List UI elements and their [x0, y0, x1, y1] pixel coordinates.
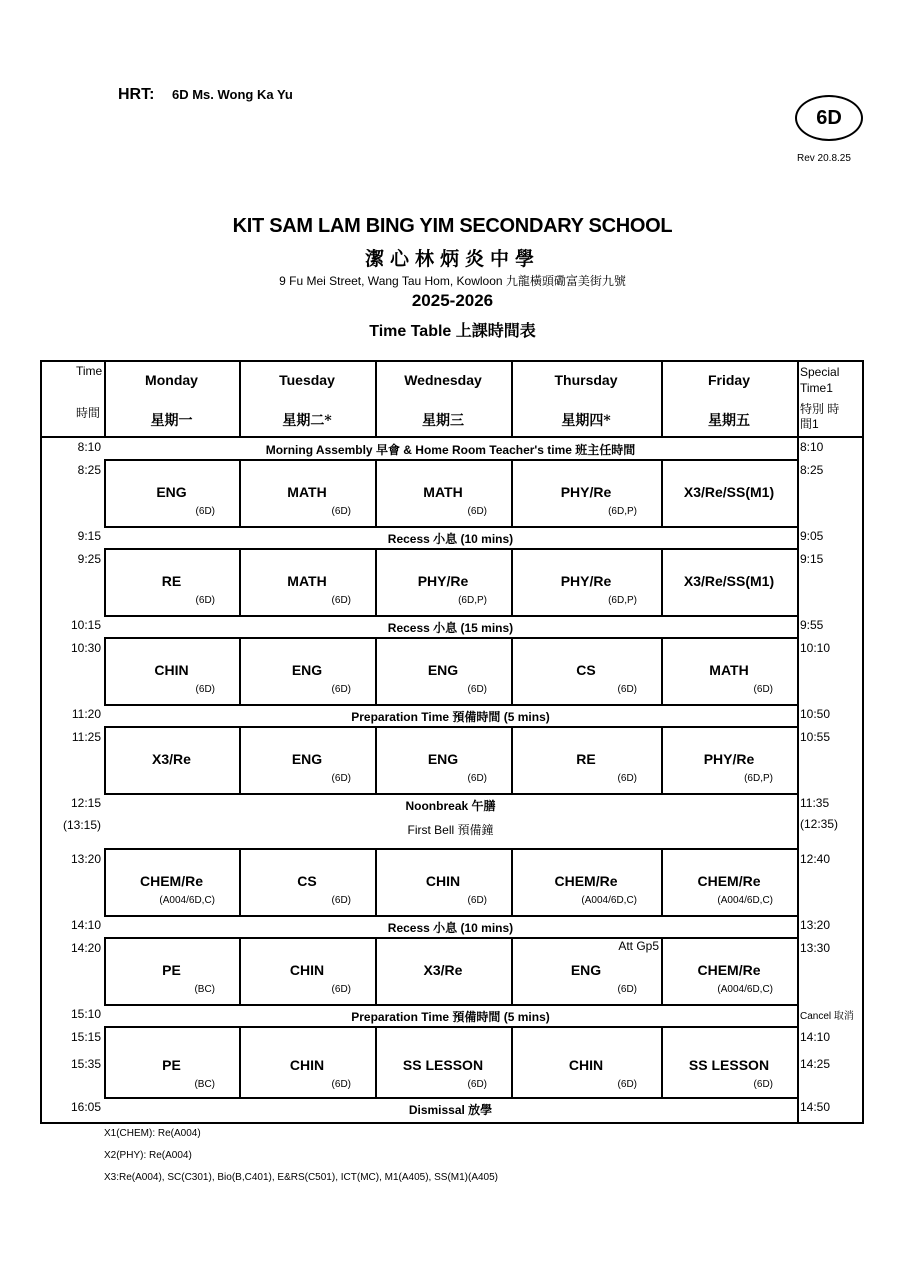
- room-label: (6D,P): [744, 773, 773, 784]
- room-label: (A004/6D,C): [717, 895, 773, 906]
- band-time: 15:10: [70, 1007, 101, 1021]
- grid-line: [104, 938, 106, 1005]
- special-header-en: Special Time1: [800, 365, 840, 395]
- band-label: Preparation Time 預備時間 (5 mins): [351, 1010, 550, 1024]
- room-label: (A004/6D,C): [717, 984, 773, 995]
- time-header-en: Time: [76, 364, 103, 378]
- grid-line: [104, 704, 797, 706]
- grid-line: [104, 615, 797, 617]
- school-name-zh: 潔心林炳炎中學: [364, 248, 540, 270]
- period-special-time: 9:15: [800, 552, 824, 566]
- subject-cell: CHEM/Re: [139, 873, 203, 889]
- grid-line: [104, 1027, 106, 1098]
- band-label: Recess 小息 (10 mins): [387, 532, 514, 546]
- subject-cell: PHY/Re: [560, 573, 612, 589]
- period-time: 15:15: [70, 1030, 101, 1044]
- grid-line: [239, 849, 241, 916]
- grid-line: [511, 1027, 513, 1098]
- grid-line: [511, 849, 513, 916]
- room-label: (6D): [753, 684, 773, 695]
- period-time: 9:25: [77, 552, 101, 566]
- grid-line: [511, 549, 513, 616]
- room-label: (6D): [617, 684, 637, 695]
- band-label: Dismissal 放學: [408, 1103, 493, 1117]
- subject-cell: PHY/Re: [703, 751, 755, 767]
- band-special-time: 13:20: [800, 918, 831, 932]
- band-time: 8:10: [77, 440, 101, 454]
- room-label: (6D): [331, 684, 351, 695]
- band-time: (13:15): [62, 818, 101, 832]
- period-special-time: 8:25: [800, 463, 824, 477]
- period-time: 8:25: [77, 463, 101, 477]
- footnote: X1(CHEM): Re(A004): [104, 1128, 201, 1139]
- band-label: Preparation Time 預備時間 (5 mins): [351, 710, 550, 724]
- room-label: (6D): [331, 984, 351, 995]
- time-header-zh: 時間: [76, 406, 101, 420]
- grid-line: [239, 1027, 241, 1098]
- room-label: (6D): [331, 773, 351, 784]
- subject-cell: ENG: [156, 484, 187, 500]
- room-label: (6D): [467, 506, 487, 517]
- band-label: Recess 小息 (15 mins): [387, 621, 514, 635]
- grid-line: [375, 362, 377, 438]
- band-time: 10:15: [70, 618, 101, 632]
- subject-cell: CHIN: [568, 1057, 604, 1073]
- day-header-zh: 星期四*: [561, 413, 611, 429]
- subject-cell: PE: [162, 962, 181, 978]
- grid-line: [239, 362, 241, 438]
- grid-line: [104, 915, 797, 917]
- grid-line: [239, 549, 241, 616]
- grid-line: [104, 937, 797, 939]
- footnote: X2(PHY): Re(A004): [104, 1150, 192, 1161]
- grid-line: [511, 938, 513, 1005]
- grid-line: [104, 548, 797, 550]
- grid-line: [104, 459, 797, 461]
- school-address: 9 Fu Mei Street, Wang Tau Hom, Kowloon 九龍橫頭磡富美街九號: [279, 274, 626, 288]
- subject-cell: ENG: [291, 662, 323, 678]
- room-label: (6D): [331, 595, 351, 606]
- subject-cell: PE: [162, 1057, 181, 1073]
- band-label: Recess 小息 (10 mins): [387, 921, 514, 935]
- grid-line: [104, 1097, 797, 1099]
- grid-line: [661, 460, 663, 527]
- period-time: 10:30: [70, 641, 101, 655]
- grid-line: [375, 638, 377, 705]
- subject-cell: X3/Re: [152, 751, 191, 767]
- grid-line: [104, 638, 106, 705]
- grid-line: [104, 362, 106, 438]
- grid-line: [104, 1026, 797, 1028]
- band-special-time: 9:05: [800, 529, 824, 543]
- grid-line: [661, 549, 663, 616]
- room-label: (BC): [194, 984, 215, 995]
- band-special-time: 10:50: [800, 707, 831, 721]
- grid-line: [42, 436, 862, 438]
- period-time: 14:20: [70, 941, 101, 955]
- period-special-time: 12:40: [800, 852, 831, 866]
- grid-line: [104, 727, 106, 794]
- band-time: 9:15: [77, 529, 101, 543]
- room-label: (6D): [617, 773, 637, 784]
- grid-line: [375, 938, 377, 1005]
- room-label: (6D,P): [458, 595, 487, 606]
- grid-line: [661, 1027, 663, 1098]
- subject-cell: MATH: [287, 484, 327, 500]
- subject-cell: CHEM/Re: [697, 873, 761, 889]
- day-header-monday: Monday: [145, 372, 198, 388]
- timetable: [40, 360, 864, 1124]
- period-special-time: 10:10: [800, 641, 831, 655]
- day-header-thursday: Thursday: [554, 372, 618, 388]
- grid-line: [239, 938, 241, 1005]
- subject-cell: RE: [576, 751, 596, 767]
- period-special-time: 10:55: [800, 730, 831, 744]
- room-label: (6D): [467, 1079, 487, 1090]
- hrt-label: HRT:: [118, 86, 155, 103]
- room-label: (6D): [331, 895, 351, 906]
- room-label: (6D): [467, 895, 487, 906]
- subject-cell: PHY/Re: [560, 484, 612, 500]
- subject-cell: CS: [576, 662, 596, 678]
- grid-line: [375, 1027, 377, 1098]
- subject-cell: PHY/Re: [417, 573, 469, 589]
- grid-line: [104, 1004, 797, 1006]
- hrt-value: 6D Ms. Wong Ka Yu: [172, 87, 293, 102]
- room-label: (A004/6D,C): [581, 895, 637, 906]
- grid-line: [661, 849, 663, 916]
- timetable-title: Time Table 上課時間表: [369, 323, 536, 340]
- subject-cell: CHIN: [425, 873, 461, 889]
- period-time: 15:35: [70, 1057, 101, 1071]
- school-year: 2025-2026: [411, 291, 494, 310]
- room-label: (6D): [331, 1079, 351, 1090]
- room-label: (6D): [467, 773, 487, 784]
- grid-line: [104, 526, 797, 528]
- grid-line: [104, 637, 797, 639]
- room-label: (6D): [617, 1079, 637, 1090]
- band-time: 14:10: [70, 918, 101, 932]
- subject-cell: CHIN: [289, 962, 325, 978]
- subject-cell: X3/Re/SS(M1): [683, 573, 775, 589]
- subject-cell: ENG: [291, 751, 323, 767]
- grid-line: [661, 362, 663, 438]
- day-header-zh: 星期二*: [282, 413, 332, 429]
- grid-line: [511, 638, 513, 705]
- grid-line: [511, 362, 513, 438]
- band-special-time: (12:35): [800, 817, 839, 831]
- room-label: (6D): [331, 506, 351, 517]
- grid-line: [104, 849, 106, 916]
- room-label: (6D,P): [608, 506, 637, 517]
- band-label: First Bell 預備鐘: [407, 823, 494, 837]
- day-header-friday: Friday: [707, 372, 750, 388]
- band-time: 11:20: [71, 707, 101, 721]
- subject-cell: SS LESSON: [688, 1057, 770, 1073]
- grid-line: [375, 460, 377, 527]
- subject-cell: ENG: [570, 962, 602, 978]
- day-header-zh: 星期五: [708, 413, 750, 429]
- day-header-zh: 星期一: [150, 413, 193, 429]
- grid-line: [375, 727, 377, 794]
- subject-cell: ENG: [427, 751, 459, 767]
- subject-cell: RE: [161, 573, 182, 589]
- school-name-en: KIT SAM LAM BING YIM SECONDARY SCHOOL: [232, 215, 673, 237]
- day-header-wednesday: Wednesday: [404, 372, 482, 388]
- room-label: (6D): [195, 506, 215, 517]
- band-special-time: 8:10: [800, 440, 824, 454]
- band-time: 12:15: [70, 796, 101, 810]
- room-label: (6D): [195, 595, 215, 606]
- subject-cell: SS LESSON: [402, 1057, 484, 1073]
- band-label: Morning Assembly 早會 & Home Room Teacher's time 班主任時間: [265, 443, 636, 457]
- grid-line: [797, 362, 799, 1122]
- band-label: Noonbreak 午膳: [405, 799, 496, 813]
- band-special-time: Cancel 取消: [800, 1011, 854, 1022]
- subject-cell: MATH: [423, 484, 463, 500]
- grid-line: [104, 848, 797, 850]
- period-special-time: 13:30: [800, 941, 831, 955]
- subject-cell: CHIN: [154, 662, 189, 678]
- period-time: 11:25: [71, 730, 101, 744]
- subject-cell: CS: [297, 873, 317, 889]
- grid-line: [661, 638, 663, 705]
- grid-line: [375, 549, 377, 616]
- subject-cell: CHEM/Re: [554, 873, 618, 889]
- band-special-time: 14:50: [800, 1100, 831, 1114]
- special-header-zh: 特別 時間1: [800, 402, 840, 431]
- period-special-time: 14:25: [800, 1057, 831, 1071]
- grid-line: [104, 460, 106, 527]
- footnote: X3:Re(A004), SC(C301), Bio(B,C401), E&RS(C501), ICT(MC), M1(A405), SS(M1)(A405): [104, 1172, 499, 1183]
- room-label: (6D): [617, 984, 637, 995]
- revision-label: Rev 20.8.25: [797, 153, 851, 164]
- room-label: (6D,P): [608, 595, 637, 606]
- room-label: (A004/6D,C): [159, 895, 215, 906]
- cell-note: Att Gp5: [618, 939, 659, 953]
- band-time: 16:05: [70, 1100, 101, 1114]
- day-header-zh: 星期三: [422, 413, 464, 429]
- grid-line: [239, 638, 241, 705]
- grid-line: [375, 849, 377, 916]
- subject-cell: CHIN: [289, 1057, 325, 1073]
- period-special-time: 14:10: [800, 1030, 831, 1044]
- grid-line: [239, 460, 241, 527]
- room-label: (6D): [753, 1079, 773, 1090]
- room-label: (6D): [467, 684, 487, 695]
- day-header-tuesday: Tuesday: [279, 372, 335, 388]
- grid-line: [511, 727, 513, 794]
- band-special-time: 11:35: [800, 796, 830, 810]
- grid-line: [511, 460, 513, 527]
- grid-line: [104, 793, 797, 795]
- subject-cell: MATH: [287, 573, 327, 589]
- subject-cell: MATH: [709, 662, 749, 678]
- grid-line: [661, 727, 663, 794]
- period-time: 13:20: [70, 852, 101, 866]
- grid-line: [104, 549, 106, 616]
- grid-line: [104, 726, 797, 728]
- subject-cell: ENG: [427, 662, 459, 678]
- grid-line: [661, 938, 663, 1005]
- subject-cell: CHEM/Re: [697, 962, 761, 978]
- room-label: (6D): [195, 684, 215, 695]
- band-special-time: 9:55: [800, 618, 824, 632]
- grid-line: [239, 727, 241, 794]
- subject-cell: X3/Re/SS(M1): [683, 484, 775, 500]
- class-badge: 6D: [795, 95, 863, 141]
- subject-cell: X3/Re: [423, 962, 463, 978]
- room-label: (BC): [194, 1079, 215, 1090]
